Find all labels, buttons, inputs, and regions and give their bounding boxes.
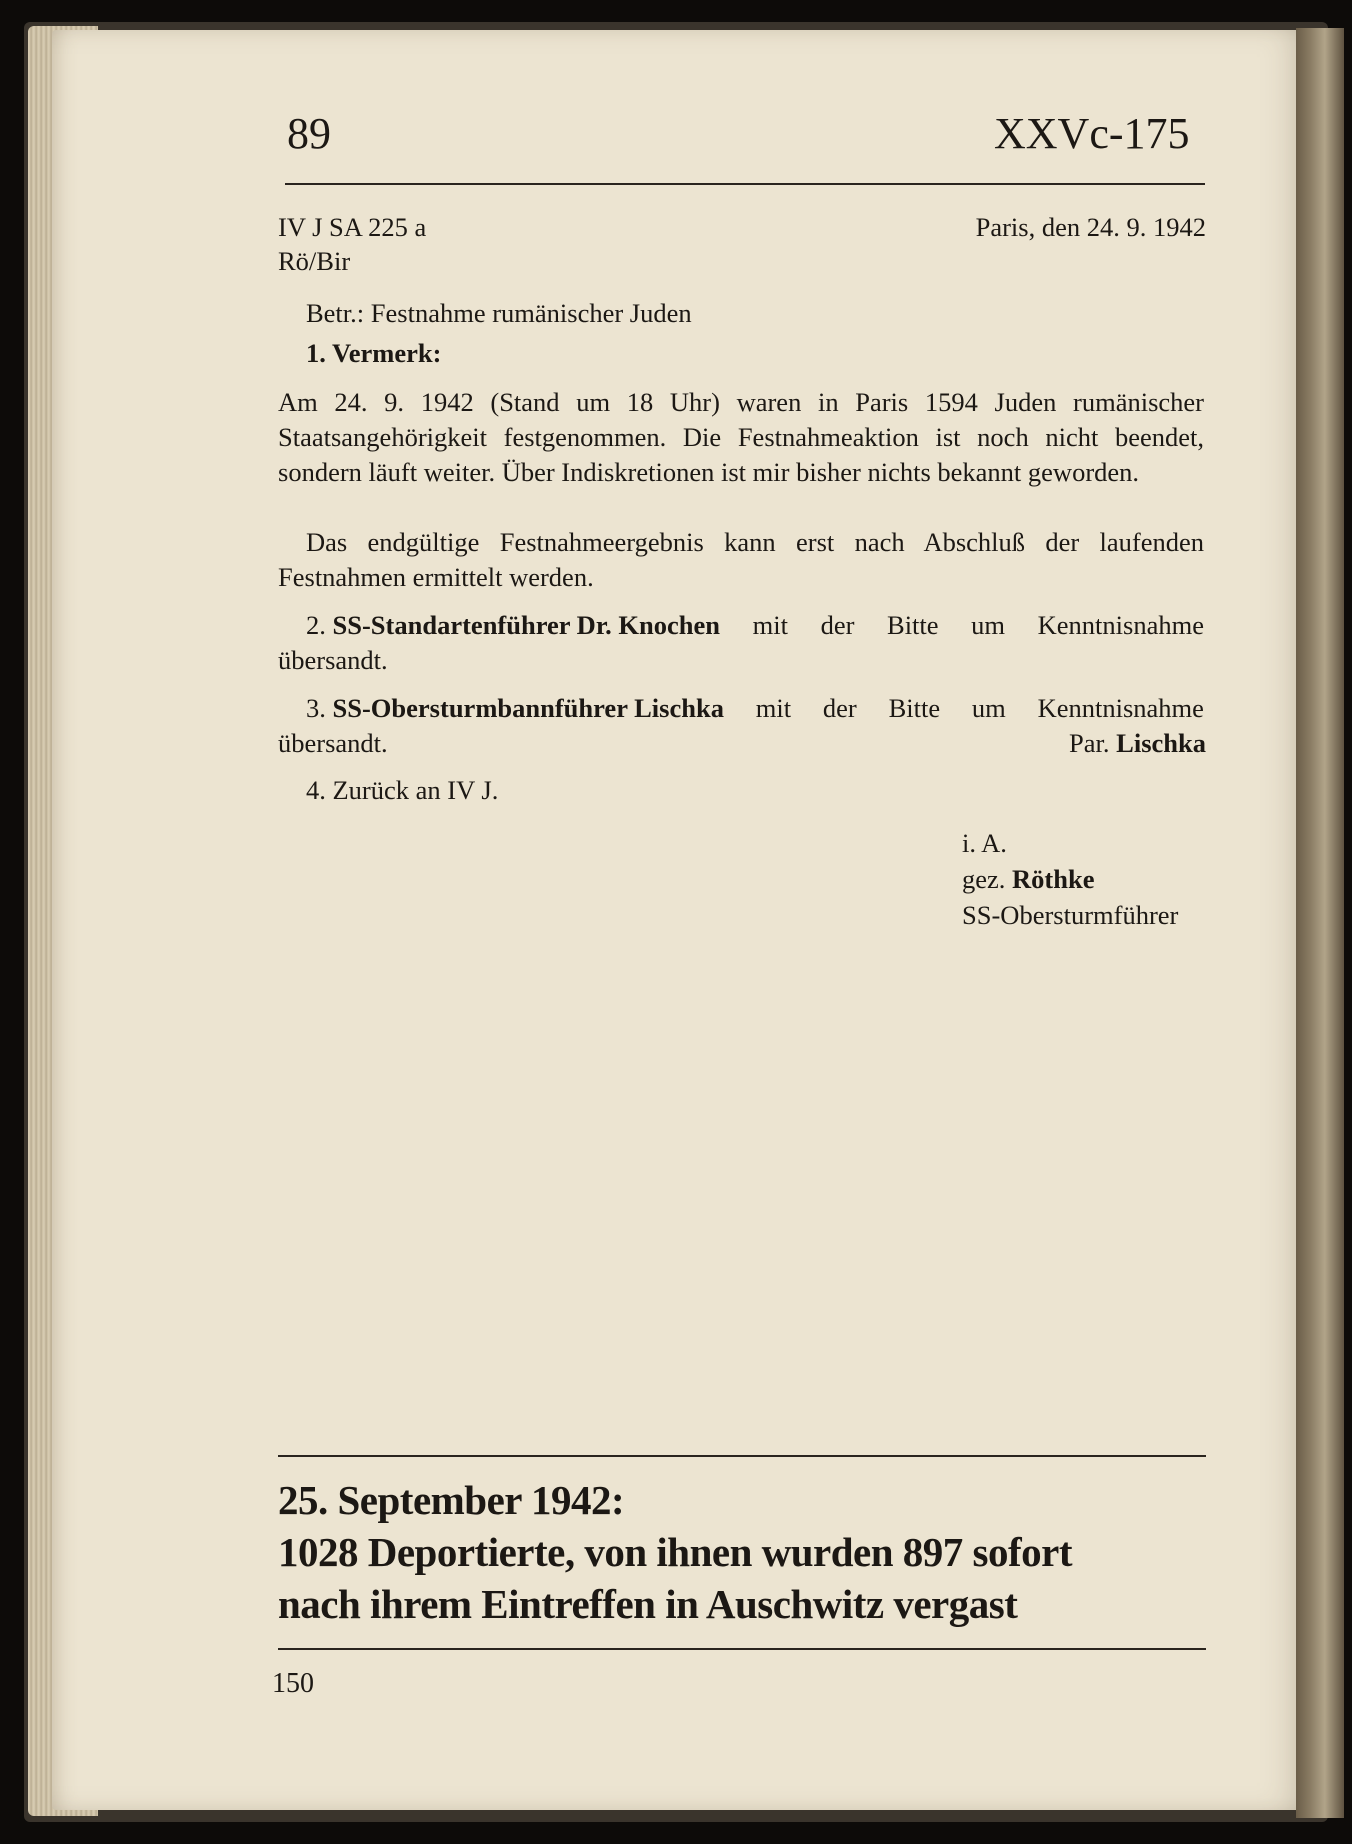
header-divider xyxy=(285,183,1205,185)
item-3-word: Bitte xyxy=(888,693,941,723)
par-prefix: Par. xyxy=(1069,728,1110,758)
document-code: XXVc-175 xyxy=(994,109,1190,158)
item-3-continuation: übersandt. xyxy=(278,728,388,758)
signature-name: Röthke xyxy=(1012,864,1095,894)
item-3-word: mit xyxy=(755,693,792,723)
memo-initials: Rö/Bir xyxy=(278,246,351,276)
memo-item-3 xyxy=(278,691,1204,761)
item-2-word: der xyxy=(820,610,855,640)
signature-rank: SS-Obersturmführer xyxy=(962,900,1179,930)
item-3-word: um xyxy=(971,693,1006,723)
memo-item-2 xyxy=(278,608,1204,678)
par-lischka-note xyxy=(1069,726,1206,760)
memo-paragraph-2: Das endgültige Festnahmeergebnis kann erst nach Abschluß der laufenden Festnahmen ermittelt werden. xyxy=(278,527,1204,592)
signature-gez: gez. xyxy=(962,864,1006,894)
headline-line-2: 1028 Deportierte, von ihnen wurden 897 sofort xyxy=(278,1529,1073,1575)
item-3-word: der xyxy=(822,693,857,723)
memo-reference: IV J SA 225 a xyxy=(278,212,427,242)
book-page-number: 150 xyxy=(272,1668,314,1699)
par-name: Lischka xyxy=(1116,728,1206,758)
item-3-number: 3. xyxy=(306,693,326,723)
item-2-word: um xyxy=(971,610,1006,640)
item-2-word: Bitte xyxy=(887,610,939,640)
book-spine xyxy=(1296,28,1344,1818)
item-2-number: 2. xyxy=(306,610,326,640)
document-page-number: 89 xyxy=(287,109,331,158)
memo-item-1: 1. Vermerk: xyxy=(306,338,442,368)
headline-bottom-divider xyxy=(278,1648,1206,1650)
memo-place-date: Paris, den 24. 9. 1942 xyxy=(975,212,1206,242)
item-2-continuation: übersandt. xyxy=(278,645,388,675)
memo-item-4: 4. Zurück an IV J. xyxy=(306,775,499,805)
memo-paragraph-1: Am 24. 9. 1942 (Stand um 18 Uhr) waren in Paris 1594 Juden rumänischer Staatsangehörigkeit festgenommen. Die Festnahmeaktion ist noch nicht beendet, sondern läuft weiter. Über Indiskretionen ist mir bisher nichts bekannt geworden. xyxy=(278,387,1204,487)
signature-line xyxy=(962,862,1094,896)
signature-ia: i. A. xyxy=(962,828,1007,858)
item-2-word: Kenntnisnahme xyxy=(1037,610,1204,640)
headline-line-3: nach ihrem Eintreffen in Auschwitz vergast xyxy=(278,1581,1018,1627)
memo-subject: Betr.: Festnahme rumänischer Juden xyxy=(306,298,692,328)
headline-top-divider xyxy=(278,1455,1206,1457)
item-2-name: SS-Standartenführer Dr. Knochen xyxy=(332,610,720,640)
item-2-word: mit xyxy=(752,610,788,640)
headline-line-1: 25. September 1942: xyxy=(278,1477,625,1523)
item-3-word: Kenntnisnahme xyxy=(1037,693,1204,723)
item-3-name: SS-Obersturmbannführer Lischka xyxy=(332,693,724,723)
